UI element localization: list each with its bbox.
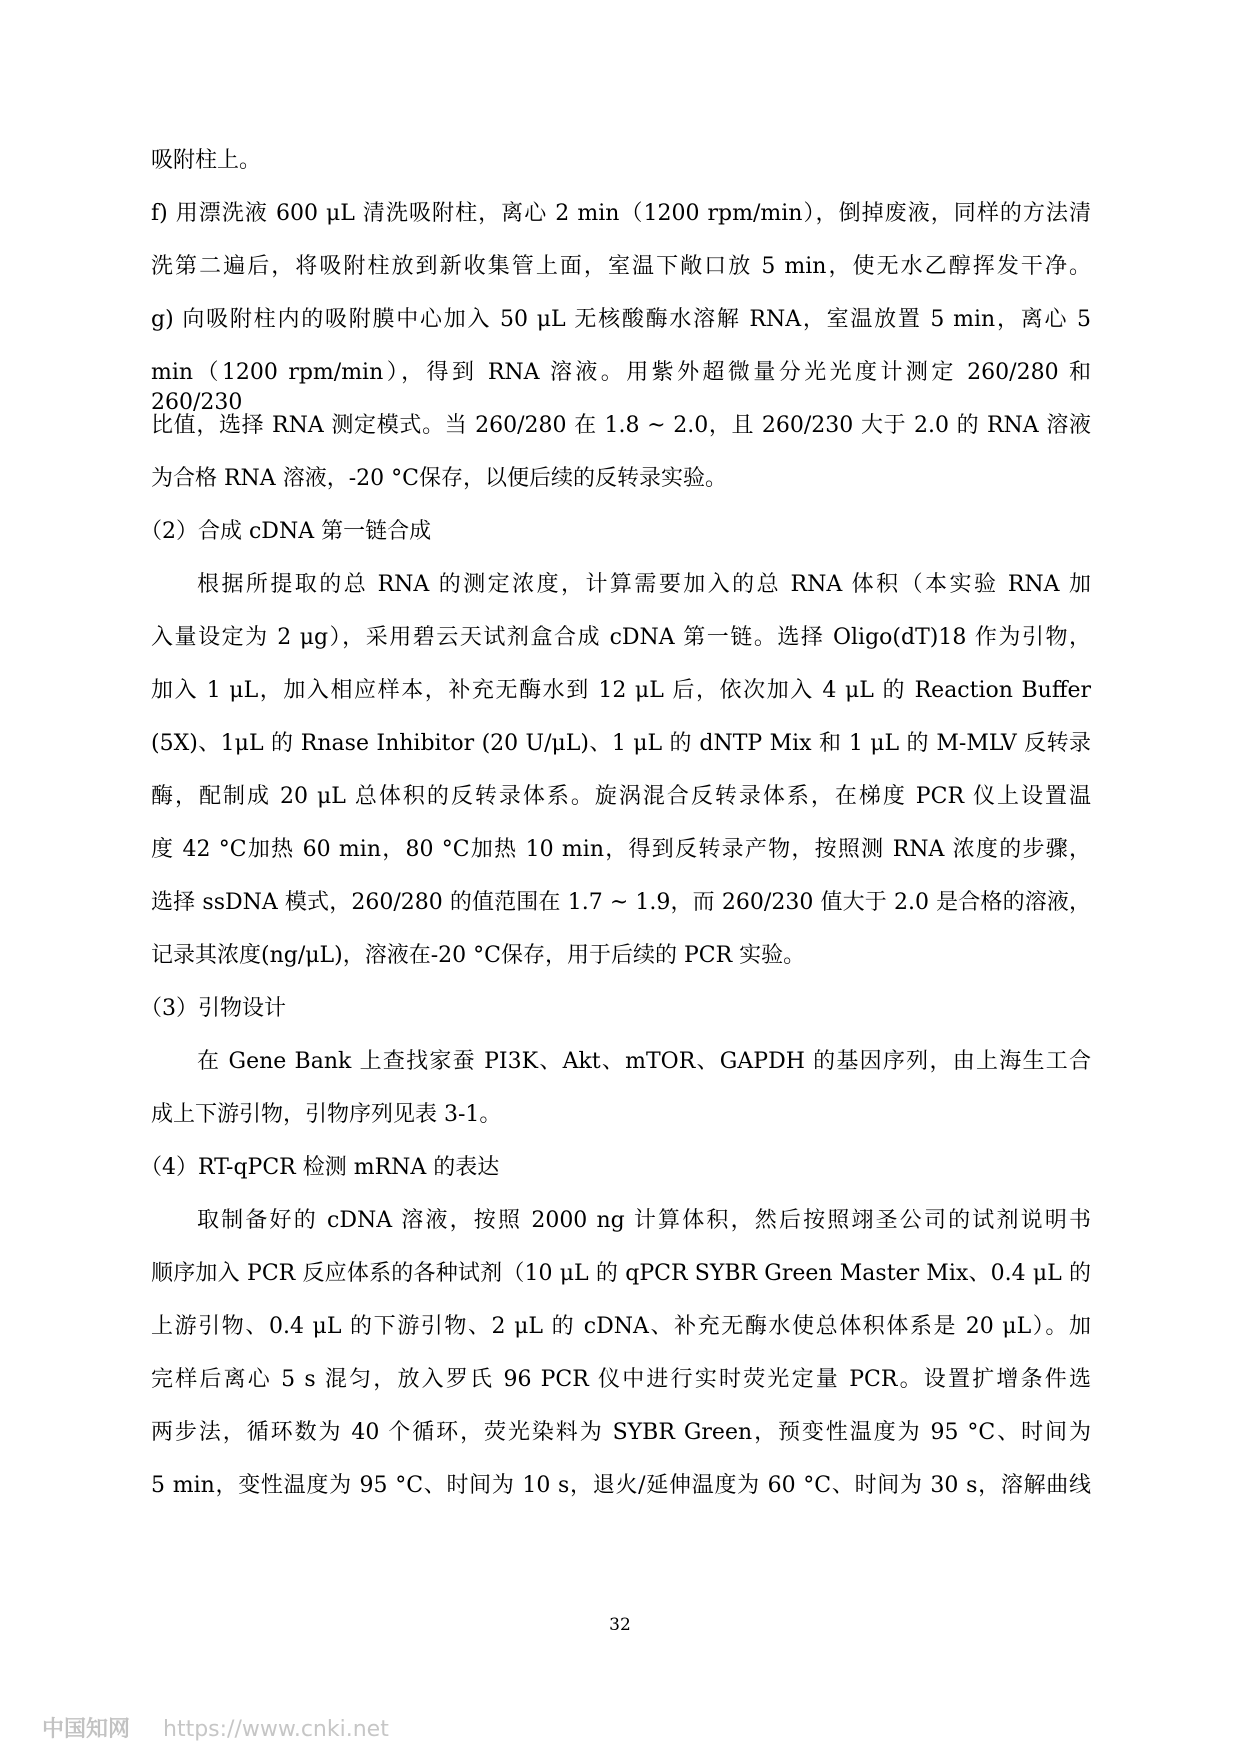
text-line-1: 吸附柱上。 <box>151 148 262 173</box>
text-line-12: (5X)、1μL 的 Rnase Inhibitor (20 U/μL)、1 μL 的 dNTP Mix 和 1 μL 的 M-MLV 反转录 <box>151 731 1091 756</box>
text-line-10: 入量设定为 2 μg），采用碧云天试剂盒合成 cDNA 第一链。选择 Oligo(dT)18 作为引物， <box>151 625 1091 650</box>
text-line-18: 在 Gene Bank 上查找家蚕 PI3K、Akt、mTOR、GAPDH 的基因序列，由上海生工合 <box>197 1049 1091 1074</box>
cnki-watermark <box>42 1712 389 1743</box>
text-line-26: 5 min，变性温度为 95 °C、时间为 10 s，退火/延伸温度为 60 °C、时间为 30 s，溶解曲线 <box>151 1473 1091 1498</box>
text-line-22: 顺序加入 PCR 反应体系的各种试剂（10 μL 的 qPCR SYBR Green Master Mix、0.4 μL 的 <box>151 1261 1091 1286</box>
text-line-24: 完样后离心 5 s 混匀，放入罗氏 96 PCR 仪中进行实时荧光定量 PCR。设置扩增条件选 <box>151 1367 1091 1392</box>
text-line-15: 选择 ssDNA 模式，260/280 的值范围在 1.7 ~ 1.9，而 260/230 值大于 2.0 是合格的溶液， <box>151 890 1091 915</box>
text-line-13: 酶，配制成 20 μL 总体积的反转录体系。旋涡混合反转录体系，在梯度 PCR 仪上设置温 <box>151 784 1091 809</box>
text-line-25: 两步法，循环数为 40 个循环，荧光染料为 SYBR Green，预变性温度为 95 °C、时间为 <box>151 1420 1091 1445</box>
watermark-url: https://www.cnki.net <box>163 1717 389 1742</box>
text-line-6: 比值，选择 RNA 测定模式。当 260/280 在 1.8 ~ 2.0，且 260/230 大于 2.0 的 RNA 溶液 <box>151 413 1091 438</box>
page-number: 32 <box>609 1615 631 1635</box>
text-line-7: 为合格 RNA 溶液，-20 °C保存，以便后续的反转录实验。 <box>151 466 727 491</box>
text-line-5: min（1200 rpm/min），得到 RNA 溶液。用紫外超微量分光光度计测定 260/280 和 260/230 <box>151 360 1091 415</box>
section-heading-3: （3）引物设计 <box>140 996 286 1021</box>
text-line-11: 加入 1 μL，加入相应样本，补充无酶水到 12 μL 后，依次加入 4 μL 的 Reaction Buffer <box>151 678 1091 703</box>
text-line-4: g) 向吸附柱内的吸附膜中心加入 50 μL 无核酸酶水溶解 RNA，室温放置 5 min，离心 5 <box>151 307 1091 332</box>
text-line-2: f) 用漂洗液 600 μL 清洗吸附柱，离心 2 min（1200 rpm/min），倒掉废液，同样的方法清 <box>151 201 1091 226</box>
text-line-19: 成上下游引物，引物序列见表 3-1。 <box>151 1102 502 1127</box>
text-line-3: 洗第二遍后，将吸附柱放到新收集管上面，室温下敞口放 5 min，使无水乙醇挥发干净。 <box>151 254 1091 279</box>
section-heading-4: （4）RT-qPCR 检测 mRNA 的表达 <box>140 1155 500 1180</box>
section-heading-2: （2）合成 cDNA 第一链合成 <box>140 519 432 544</box>
text-line-14: 度 42 °C加热 60 min，80 °C加热 10 min，得到反转录产物，按照测 RNA 浓度的步骤， <box>151 837 1091 862</box>
text-line-9: 根据所提取的总 RNA 的测定浓度，计算需要加入的总 RNA 体积（本实验 RNA 加 <box>197 572 1091 597</box>
text-line-23: 上游引物、0.4 μL 的下游引物、2 μL 的 cDNA、补充无酶水使总体积体系是 20 μL）。加 <box>151 1314 1091 1339</box>
watermark-logo: 中国知网 <box>42 1717 131 1742</box>
text-line-21: 取制备好的 cDNA 溶液，按照 2000 ng 计算体积，然后按照翊圣公司的试剂说明书 <box>197 1208 1091 1233</box>
text-line-16: 记录其浓度(ng/μL)，溶液在-20 °C保存，用于后续的 PCR 实验。 <box>151 943 806 968</box>
